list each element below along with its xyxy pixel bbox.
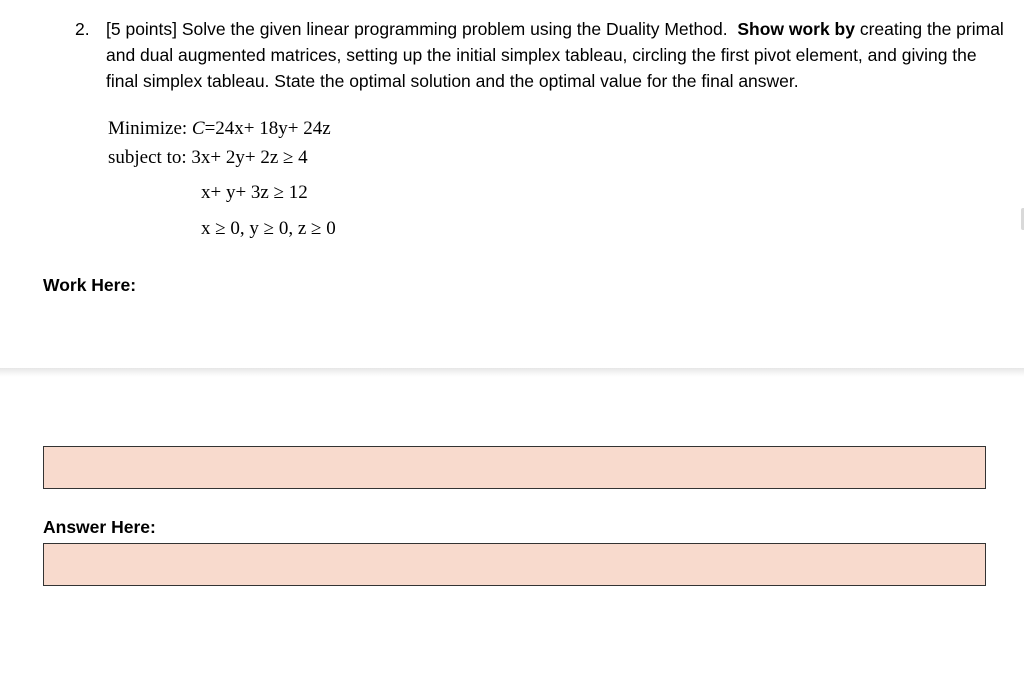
constraint-row-2: [201, 182, 308, 204]
question-instructions: creating the primal and dual augmented matrices, setting up the initial simplex tableau, circling the first pivot element, and giving the final simplex tableau. State the optimal solution and the optimal value for the final answer.: [106, 19, 1004, 91]
work-input-box[interactable]: [43, 446, 986, 489]
constraint-1: 3x+ 2y+ 2z ≥ 4: [191, 147, 308, 168]
work-label: Work Here:: [43, 275, 137, 295]
objective-function: [108, 118, 331, 140]
objective-label: Minimize:: [108, 118, 188, 139]
constraint-label: subject to:: [108, 147, 187, 168]
question-bold-phrase: Show work by: [737, 19, 855, 39]
objective-variable: C: [191, 118, 205, 139]
question-text: [106, 16, 1006, 94]
answer-input-box[interactable]: [43, 543, 986, 586]
constraint-2: x+ y+ 3z ≥ 12: [201, 182, 308, 203]
nonnegativity-row: [201, 218, 336, 240]
nonnegativity-constraints: x ≥ 0, y ≥ 0, z ≥ 0: [201, 218, 336, 239]
objective-expression: =24x+ 18y+ 24z: [204, 118, 331, 139]
answer-label: Answer Here:: [43, 517, 156, 537]
constraint-row-1: [108, 147, 308, 169]
page-divider: [0, 368, 1024, 377]
question-number: 2.: [75, 19, 90, 39]
question-points-text: [5 points] Solve the given linear programming problem using the Duality Method.: [106, 19, 728, 39]
